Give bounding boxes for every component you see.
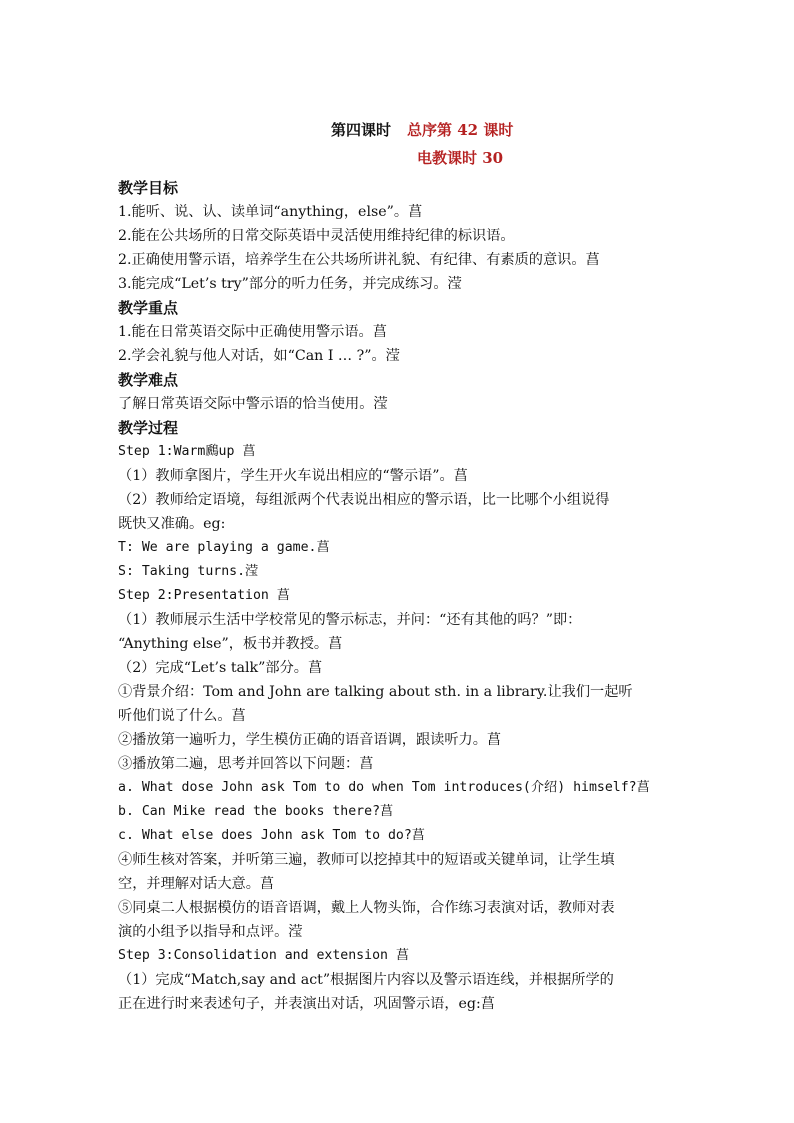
text-line: （2）完成“Let’s talk”部分。菖 <box>118 660 323 676</box>
text-line: c. What else does John ask Tom to do?菖 <box>118 828 425 843</box>
total-lesson-number: 总序第 42 课时 <box>407 121 514 139</box>
text-line: Step 1:Warm鷉up 菖 <box>118 444 256 459</box>
text-line: a. What dose John ask Tom to do when Tom introduces(介绍) himself?菖 <box>118 780 650 795</box>
text-line: 了解日常英语交际中警示语的恰当使用。滢 <box>118 396 388 412</box>
text-line: 空，并理解对话大意。菖 <box>118 876 275 892</box>
text-line: Step 2:Presentation 菖 <box>118 588 290 603</box>
document-body <box>118 176 678 1016</box>
section-heading: 教学难点 <box>118 371 179 389</box>
text-line: （1）完成“Match,say and act”根据图片内容以及警示语连线，并根据所学的 <box>118 972 614 988</box>
text-line: 既快又准确。eg: <box>118 516 226 532</box>
text-line: ⑤同桌二人根据模仿的语音语调，戴上人物头饰，合作练习表演对话，教师对表 <box>118 900 615 916</box>
text-line: 2.正确使用警示语，培养学生在公共场所讲礼貌、有纪律、有素质的意识。菖 <box>118 252 600 268</box>
text-line: （2）教师给定语境，每组派两个代表说出相应的警示语，比一比哪个小组说得 <box>118 492 610 508</box>
text-line: b. Can Mike read the books there?菖 <box>118 804 394 819</box>
section-heading: 教学重点 <box>118 299 179 317</box>
text-line: Step 3:Consolidation and extension 菖 <box>118 948 410 963</box>
section-heading: 教学目标 <box>118 179 179 197</box>
text-line: （1）教师展示生活中学校常见的警示标志，并问：“还有其他的吗？”即： <box>118 612 582 628</box>
text-line: ①背景介绍：Tom and John are talking about sth. in a library.让我们一起听 <box>118 684 633 700</box>
text-line: 正在进行时来表述句子，并表演出对话，巩固警示语，eg:菖 <box>118 996 495 1012</box>
text-line: ④师生核对答案，并听第三遍，教师可以挖掉其中的短语或关键单词，让学生填 <box>118 852 615 868</box>
text-line: 2.能在公共场所的日常交际英语中灵活使用维持纪律的标识语。 <box>118 228 515 244</box>
text-line: ③播放第二遍，思考并回答以下问题：菖 <box>118 756 374 772</box>
multimedia-lesson-number: 电教课时 30 <box>417 149 504 167</box>
section-heading: 教学过程 <box>118 419 179 437</box>
text-line: 1.能听、说、认、读单词“anything，else”。菖 <box>118 204 423 220</box>
text-line: T: We are playing a game.菖 <box>118 540 330 555</box>
text-line: 听他们说了什么。菖 <box>118 708 246 724</box>
text-line: 2.学会礼貌与他人对话，如“Can I … ?”。滢 <box>118 348 400 364</box>
text-line: 演的小组予以指导和点评。滢 <box>118 924 303 940</box>
text-line: S: Taking turns.滢 <box>118 564 259 579</box>
text-line: 1.能在日常英语交际中正确使用警示语。菖 <box>118 324 387 340</box>
text-line: ②播放第一遍听力，学生模仿正确的语音语调，跟读听力。菖 <box>118 732 502 748</box>
lesson-number: 第四课时 <box>331 121 392 139</box>
text-line: （1）教师拿图片，学生开火车说出相应的“警示语”。菖 <box>118 468 468 484</box>
text-line: 3.能完成“Let’s try”部分的听力任务，并完成练习。滢 <box>118 276 462 292</box>
text-line: “Anything else”，板书并教授。菖 <box>118 636 343 652</box>
